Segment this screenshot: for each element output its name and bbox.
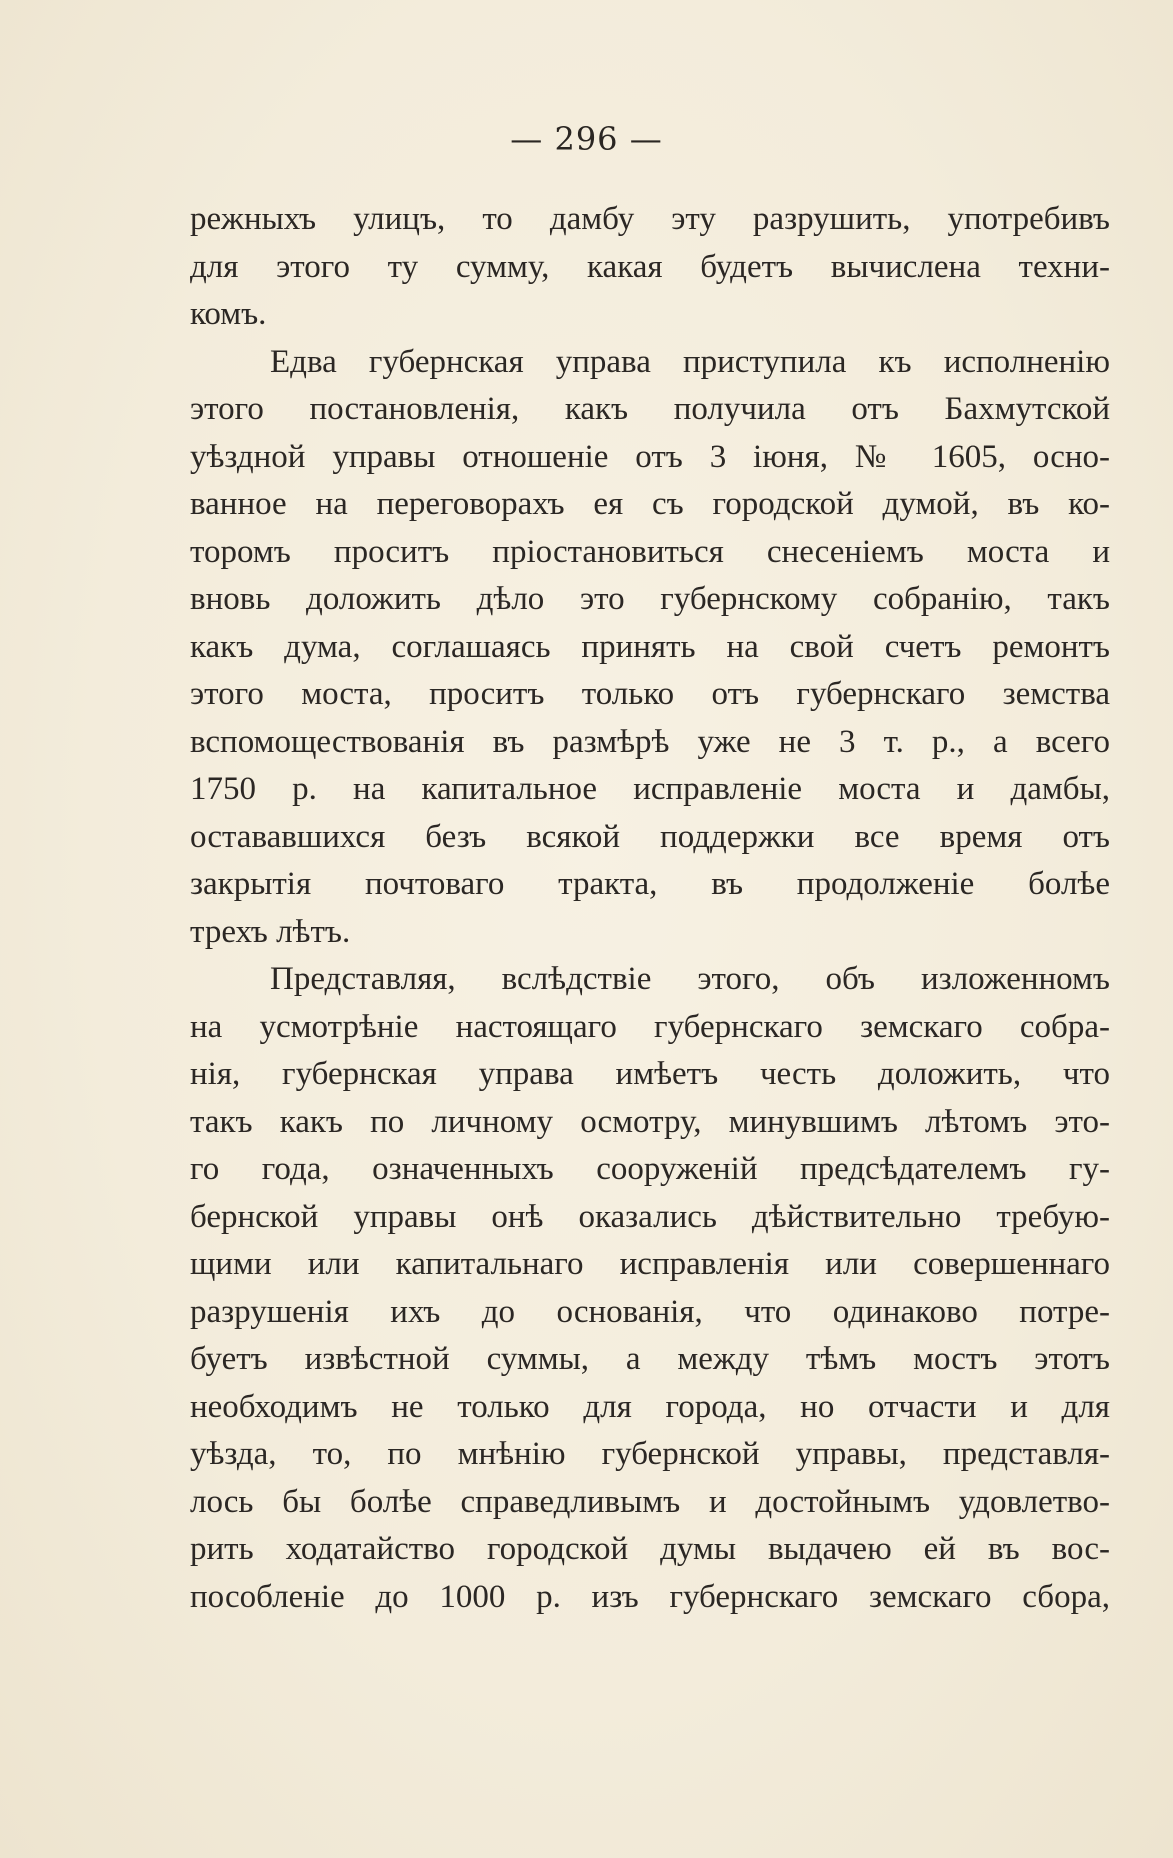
text-line: какъ дума, соглашаясь принять на свой счетъ ремонтъ (190, 628, 1110, 665)
text-line: Представляя, вслѣдствіе этого, объ изложенномъ (270, 961, 1110, 997)
text-line: вновь доложить дѣло это губернскому собранію, такъ (190, 581, 1110, 617)
body-text (190, 196, 1110, 1621)
text-line: на усмотрѣніе настоящаго губернскаго земскаго собра- (190, 1008, 1110, 1045)
text-line: для этого ту сумму, какая будетъ вычислена техни- (190, 248, 1110, 285)
page-number: — 296 — (510, 120, 663, 158)
paragraph-3 (190, 956, 1110, 1621)
paragraph-1 (190, 196, 1110, 339)
text-line: остававшихся безъ всякой поддержки все время отъ (190, 818, 1110, 855)
text-line: ванное на переговорахъ ея съ городской думой, въ ко- (190, 486, 1110, 522)
text-line: трехъ лѣтъ. (190, 913, 351, 950)
text-line: вспомоществованія въ размѣрѣ уже не 3 т. р., а всего (190, 723, 1110, 760)
text-line: уѣзда, то, по мнѣнію губернской управы, представля- (190, 1436, 1110, 1472)
text-line: этого моста, проситъ только отъ губернскаго земства (190, 676, 1110, 712)
text-line: Едва губернская управа приступила къ исполненію (270, 343, 1110, 380)
text-line: этого постановленія, какъ получила отъ Бахмутской (190, 391, 1110, 427)
text-line: буетъ извѣстной суммы, а между тѣмъ мостъ этотъ (190, 1341, 1110, 1377)
text-line: нія, губернская управа имѣетъ честь доложить, что (190, 1056, 1110, 1092)
text-line: го года, означенныхъ сооруженій предсѣдателемъ гу- (190, 1151, 1110, 1187)
text-line: торомъ проситъ пріостановиться снесеніемъ моста и (190, 533, 1110, 570)
text-line: рить ходатайство городской думы выдачею ей въ вос- (190, 1531, 1110, 1567)
text-line: закрытія почтоваго тракта, въ продолженіе болѣе (190, 866, 1110, 902)
text-line: необходимъ не только для города, но отчасти и для (190, 1388, 1110, 1425)
text-line: разрушенія ихъ до основанія, что одинаково потре- (190, 1293, 1110, 1330)
paragraph-2 (190, 339, 1110, 957)
text-line: бернской управы онѣ оказались дѣйствительно требую- (190, 1198, 1110, 1235)
text-line: пособленіе до 1000 р. изъ губернскаго земскаго сбора, (190, 1578, 1110, 1615)
text-line: щими или капитальнаго исправленія или совершеннаго (190, 1246, 1110, 1282)
text-line: такъ какъ по личному осмотру, минувшимъ лѣтомъ это- (190, 1103, 1110, 1140)
text-line: 1750 р. на капитальное исправленіе моста и дамбы, (190, 771, 1110, 807)
text-line: лось бы болѣе справедливымъ и достойнымъ удовлетво- (190, 1483, 1110, 1520)
text-line: комъ. (190, 296, 267, 332)
text-line: уѣздной управы отношеніе отъ 3 іюня, № 1605, осно- (190, 438, 1110, 475)
text-line: режныхъ улицъ, то дамбу эту разрушить, употребивъ (190, 201, 1110, 237)
